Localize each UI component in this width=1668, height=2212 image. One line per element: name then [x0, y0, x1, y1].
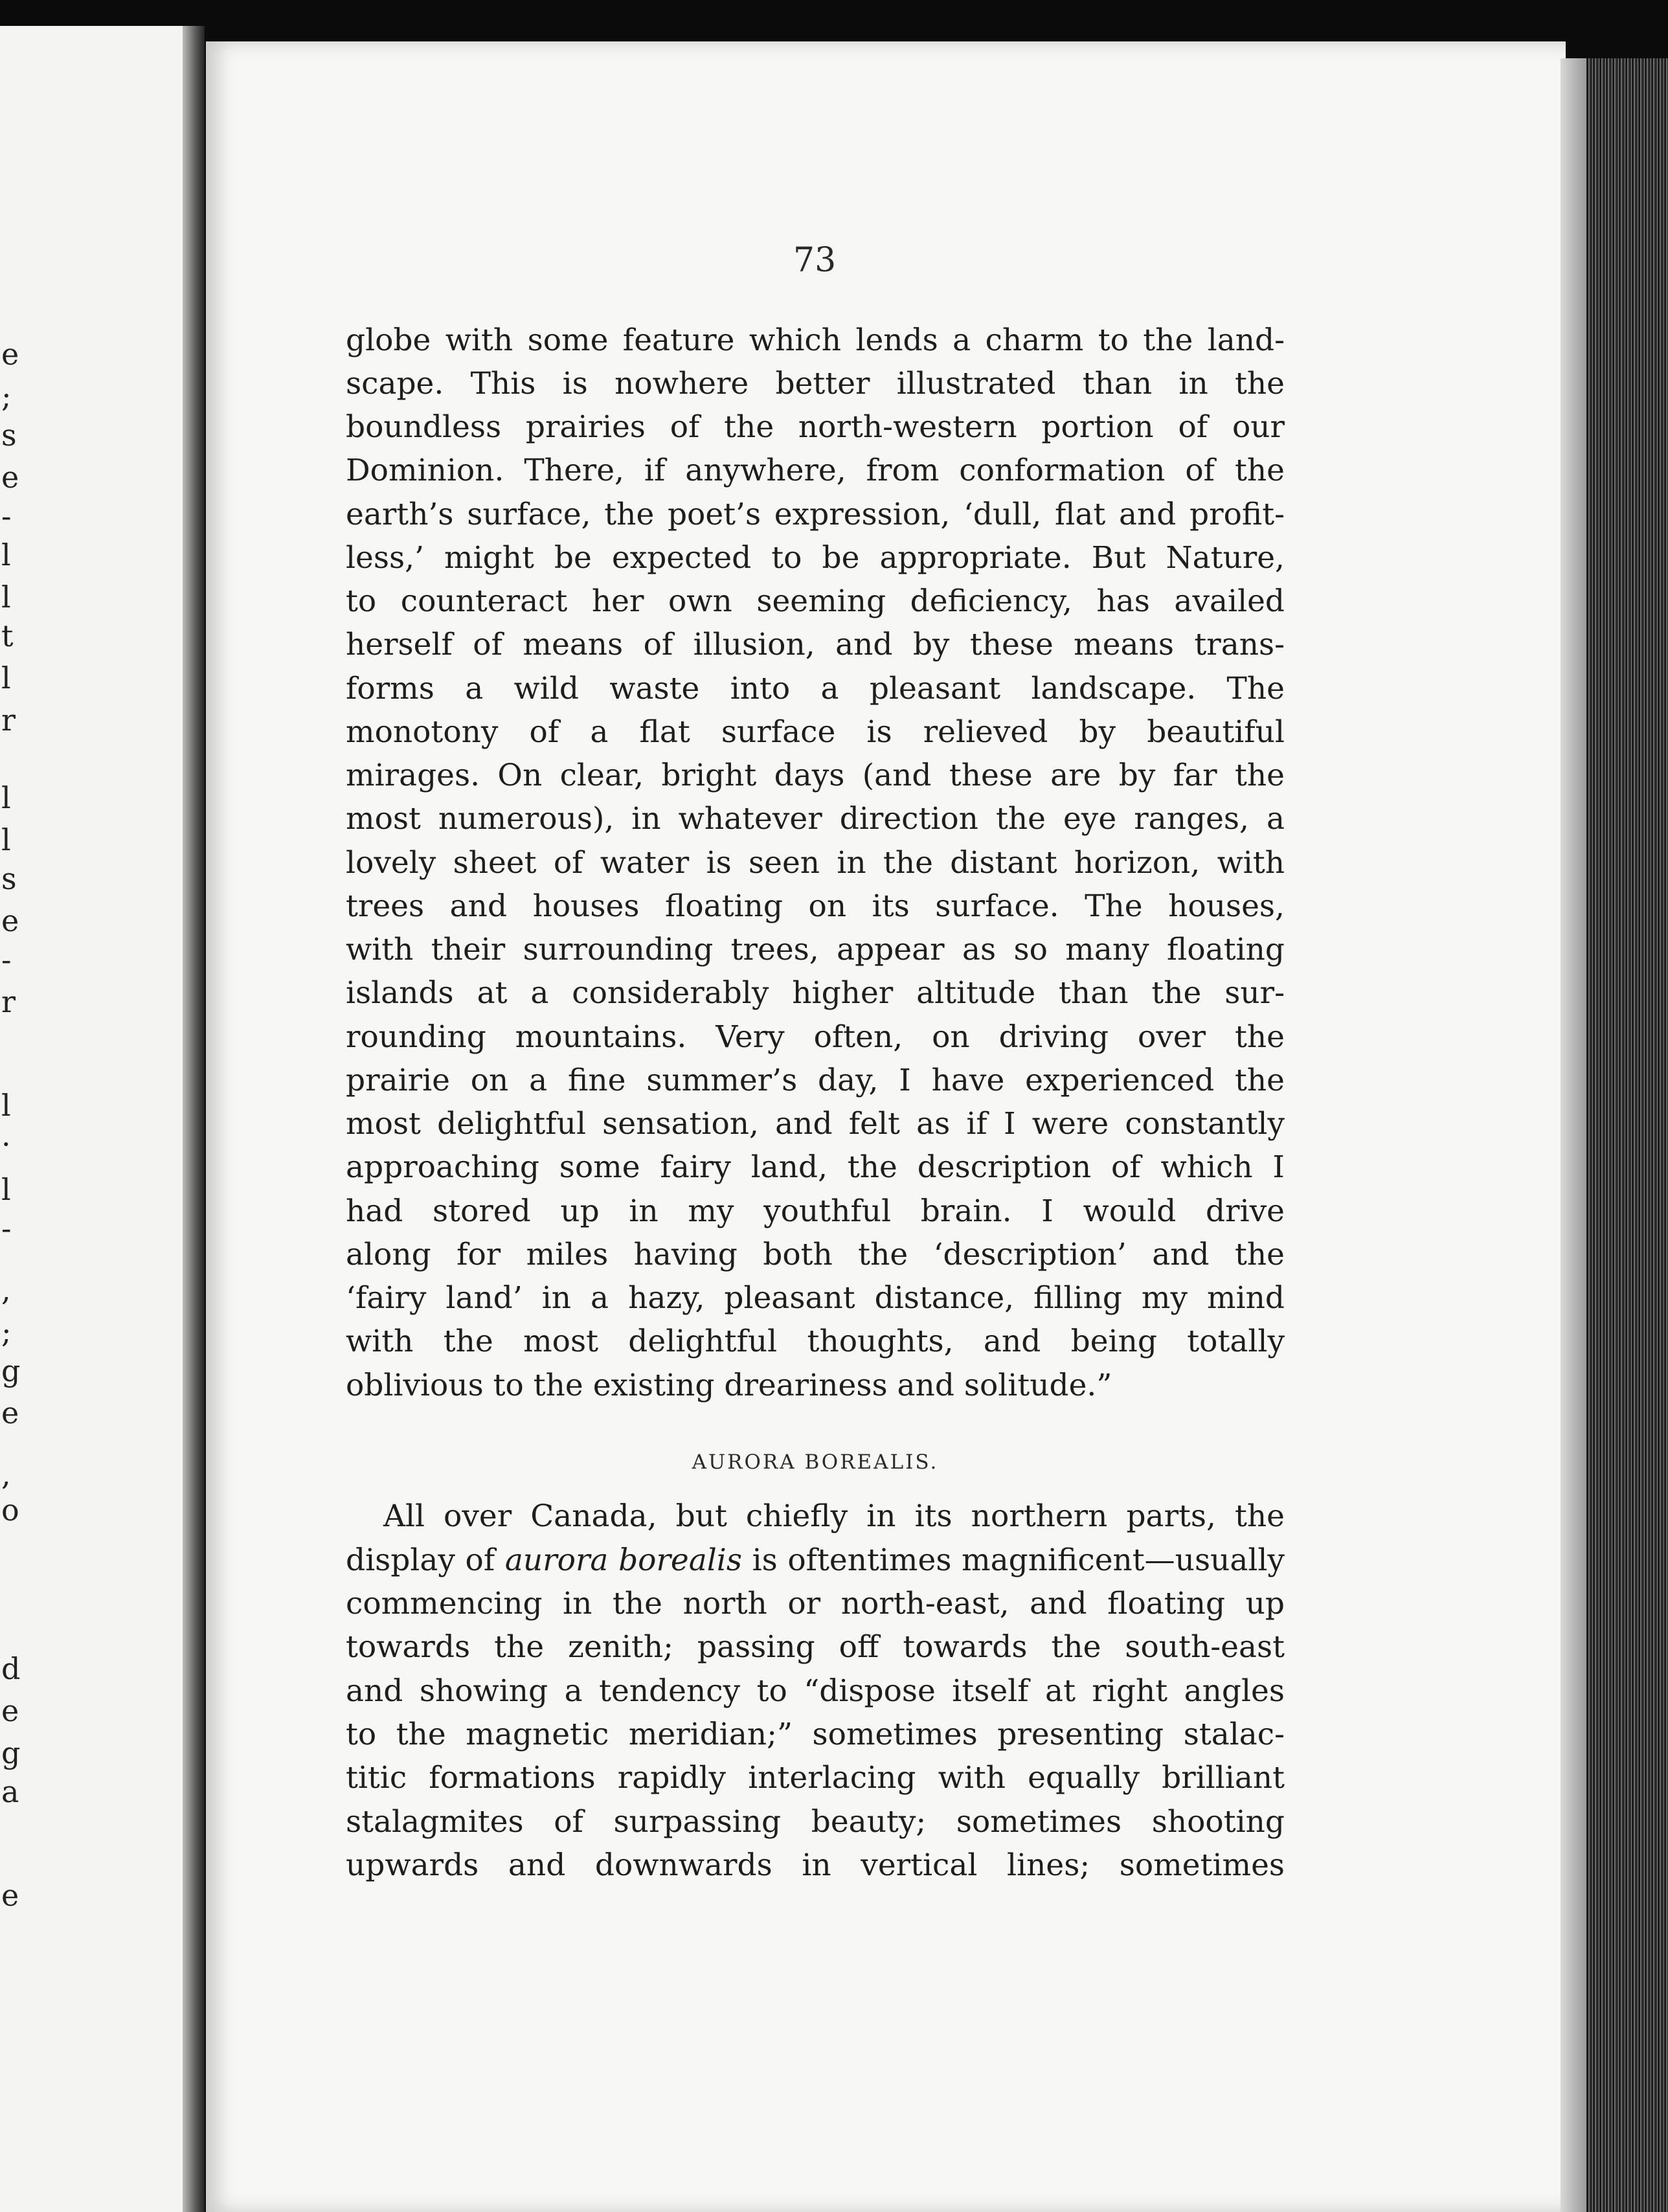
edge-char: e [1, 1395, 19, 1430]
previous-page-edge [0, 26, 194, 2212]
edge-char: - [1, 1211, 12, 1246]
text-line: titic formations rapidly interlacing with equally brilliant [346, 1760, 1285, 1796]
text-line: stalagmites of surpassing beauty; sometimes shooting [346, 1804, 1285, 1840]
text-line: mirages. On clear, bright days (and these are by far the [346, 758, 1285, 793]
text-line: with their surrounding trees, appear as so many floating [346, 932, 1285, 967]
edge-char: d [1, 1651, 21, 1686]
text-line: oblivious to the existing dreariness and solitude.” [346, 1368, 1112, 1403]
text-span: is oftentimes magnificent—usually [741, 1542, 1285, 1578]
edge-char: , [1, 1272, 11, 1307]
edge-char: l [1, 1088, 11, 1123]
text-line: towards the zenith; passing off towards the south-east [346, 1629, 1285, 1665]
text-line: scape. This is nowhere better illustrated than in the [346, 366, 1285, 401]
edge-char: e [1, 1693, 19, 1728]
text-line: prairie on a fine summer’s day, I have experienced the [346, 1063, 1285, 1098]
edge-char: a [1, 1774, 19, 1809]
italic-term: aurora borealis [504, 1542, 742, 1578]
text-line: most numerous), in whatever direction the eye ranges, a [346, 801, 1285, 837]
text-line: to counteract her own seeming deficiency, has availed [346, 583, 1285, 619]
text-line: less,’ might be expected to be appropriate. But Nature, [346, 540, 1285, 576]
edge-char: s [1, 418, 17, 453]
edge-char: r [1, 703, 16, 738]
text-line: approaching some fairy land, the description of which I [346, 1149, 1285, 1185]
edge-char: g [1, 1735, 21, 1770]
text-line: to the magnetic meridian;” sometimes presenting stalac- [346, 1717, 1285, 1752]
page-edge-highlight [1561, 58, 1586, 2212]
text-line: globe with some feature which lends a charm to the land- [346, 322, 1285, 358]
text-line: had stored up in my youthful brain. I would drive [346, 1193, 1285, 1229]
edge-char: l [1, 660, 11, 695]
edge-char: e [1, 903, 19, 938]
edge-char: , [1, 1457, 11, 1492]
text-line: commencing in the north or north-east, and floating up [346, 1586, 1285, 1621]
text-line: boundless prairies of the north-western portion of our [346, 409, 1285, 445]
text-line: islands at a considerably higher altitude than the sur- [346, 975, 1285, 1011]
edge-char: l [1, 780, 11, 815]
text-line: along for miles having both the ‘description’ and the [346, 1237, 1285, 1272]
edge-char: t [1, 618, 14, 653]
edge-char: l [1, 1172, 11, 1207]
edge-char: o [1, 1493, 19, 1528]
text-line: rounding mountains. Very often, on driving over the [346, 1019, 1285, 1055]
edge-char: l [1, 580, 11, 615]
edge-char: e [1, 460, 19, 495]
previous-page-line-endings [0, 26, 19, 2212]
edge-char: s [1, 861, 17, 896]
text-line: most delightful sensation, and felt as if I were constantly [346, 1106, 1285, 1142]
text-line: forms a wild waste into a pleasant landscape. The [346, 671, 1285, 706]
text-line: with the most delightful thoughts, and being totally [346, 1324, 1285, 1359]
text-line: All over Canada, but chiefly in its northern parts, the [383, 1498, 1285, 1534]
edge-char: ; [1, 379, 12, 414]
book-gutter [183, 26, 205, 2212]
text-line: ‘fairy land’ in a hazy, pleasant distance, filling my mind [346, 1280, 1285, 1316]
text-line: earth’s surface, the poet’s expression, ‘dull, flat and profit- [346, 497, 1285, 532]
text-line: monotony of a flat surface is relieved by beautiful [346, 714, 1285, 750]
edge-char: l [1, 537, 11, 572]
text-line: upwards and downwards in vertical lines; sometimes [346, 1847, 1285, 1883]
text-line: herself of means of illusion, and by these means trans- [346, 627, 1285, 662]
edge-char: ; [1, 1315, 12, 1349]
text-line: trees and houses floating on its surface. The houses, [346, 888, 1285, 924]
edge-char: · [1, 1127, 11, 1162]
edge-char: e [1, 337, 19, 372]
edge-char: - [1, 942, 12, 977]
text-line: Dominion. There, if anywhere, from conformation of the [346, 453, 1285, 488]
text-line: and showing a tendency to “dispose itself at right angles [346, 1673, 1285, 1709]
section-heading: AURORA BOREALIS. [692, 1450, 939, 1474]
edge-char: r [1, 984, 16, 1019]
text-line-with-italic [346, 1541, 1285, 1580]
text-line: lovely sheet of water is seen in the distant horizon, with [346, 845, 1285, 881]
edge-char: g [1, 1353, 21, 1388]
page-number: 73 [793, 241, 837, 280]
edge-char: e [1, 1878, 19, 1913]
edge-char: l [1, 822, 11, 857]
edge-char: - [1, 499, 12, 534]
text-span: display of [346, 1542, 505, 1578]
